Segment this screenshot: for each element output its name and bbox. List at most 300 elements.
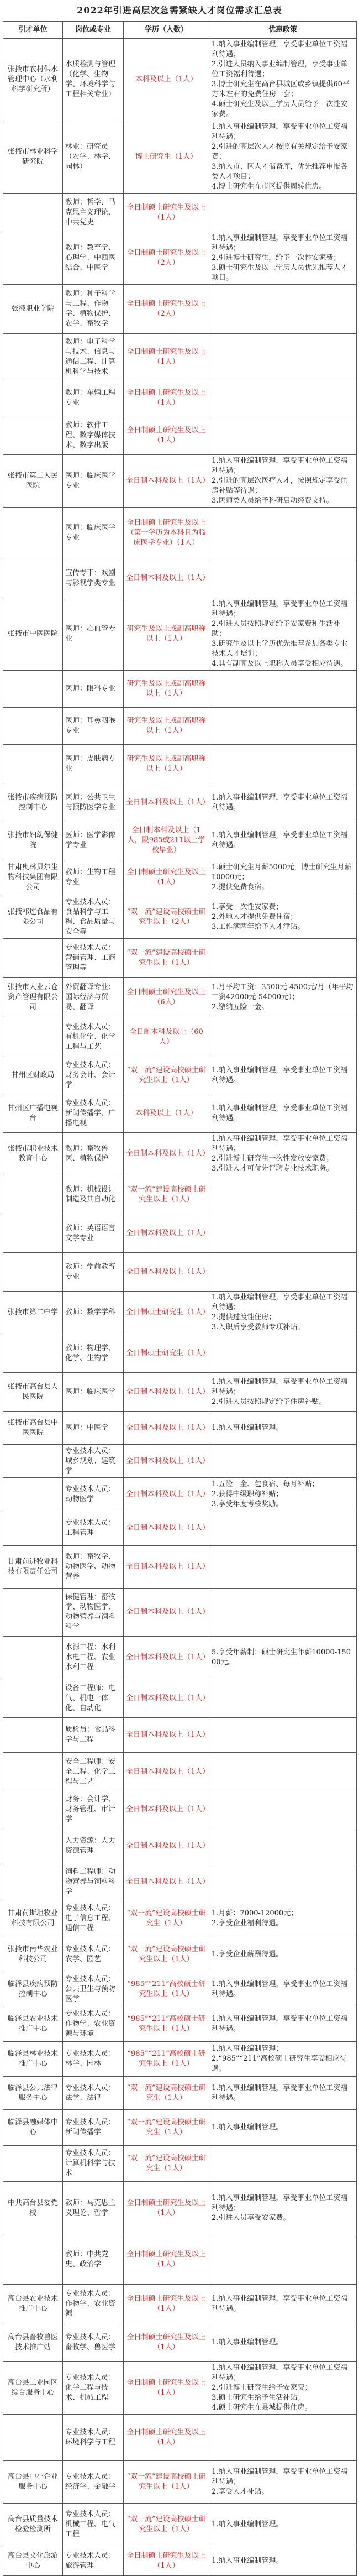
table-row	[3, 1900, 357, 1937]
education-cell: “双一流”建设高校硕士研究生以上（1人）	[124, 2504, 209, 2546]
policy-line: 1.纳入事业编制管理，享受事业单位工资福利待遇；	[212, 40, 348, 59]
education-cell: 全日制硕士研究生及以上（1人）	[124, 2182, 209, 2235]
education-cell: 全日制硕士研究生及以上（1人）	[124, 2323, 209, 2362]
policy-line: 2.引进博士研究生给予安家费；	[212, 2384, 312, 2392]
education-cell: 全日制硕士研究生及以上（1人）	[124, 2285, 209, 2323]
position-cell: 教师：哲学、马克思主义理论、中共党史	[63, 194, 124, 232]
education-cell: 全日制硕士研究生及以上（第一学历为本科且为临床医学专业）（1人）	[124, 508, 209, 558]
table-row	[3, 285, 357, 334]
policy-cell	[209, 2110, 357, 2146]
policy-cell	[209, 1478, 357, 1511]
unit-cell: 甘州区财政局	[3, 1057, 63, 1094]
policy-cell	[209, 2362, 357, 2415]
position-cell: 专业技术人员：城乡规划、建筑学	[63, 1445, 124, 1478]
position-cell: 专业技术人员：畜牧学、兽医学	[63, 2323, 124, 2362]
education-cell: 全日制本科及以上（1人）	[124, 1679, 209, 1718]
unit-cell	[3, 1753, 63, 1791]
policy-line: 1.纳入事业编制管理，享受事业单位工资福利待遇；	[212, 2194, 348, 2212]
position-cell: 专业技术人员：有机化学、化学工程与工艺	[63, 1017, 124, 1057]
table-row	[3, 334, 357, 380]
policy-cell	[209, 2415, 357, 2461]
table-row	[3, 558, 357, 598]
policy-cell	[209, 2235, 357, 2285]
unit-cell: 临泽县林业技术推广中心	[3, 2042, 63, 2077]
education-cell: 全日制本科及以上（1人）	[124, 1445, 209, 1478]
table-row	[3, 508, 357, 558]
policy-line: 1.纳入事业编制管理。	[212, 2338, 283, 2347]
policy-line: 1.纳入事业编制管理，享受事业单位工资福利待遇。	[212, 2294, 348, 2313]
unit-cell	[3, 671, 63, 708]
table-row	[3, 1445, 357, 1478]
unit-cell	[3, 1828, 63, 1864]
education-cell: 全日制硕士研究生及以上（1人）	[124, 2546, 209, 2576]
table-row	[3, 1133, 357, 1175]
unit-cell: 张掖市疾病预防控制中心	[3, 783, 63, 822]
position-cell: 宣传专干：戏剧与影视学类专业	[63, 558, 124, 598]
policy-line: 3.研究生及以上学历优先推荐参加各类专业技术人才培训；	[212, 640, 348, 658]
position-cell: 专业技术人员：经济学、金融学	[63, 2461, 124, 2504]
education-cell: 全日制硕士研究生及以上（6人）	[124, 978, 209, 1017]
table-row	[3, 2235, 357, 2285]
education-cell: 全日制硕士研究生及以上（1人）	[124, 2235, 209, 2285]
policy-cell	[209, 2182, 357, 2235]
policy-line: 1.纳入事业编制管理，享受事业单位工资福利待遇。	[212, 831, 348, 849]
table-row	[3, 1478, 357, 1511]
unit-cell	[3, 745, 63, 783]
position-cell: 外贸翻译专业：国际经济与贸易、翻译	[63, 978, 124, 1017]
position-cell: 教师：学前教育专业	[63, 1253, 124, 1292]
education-cell: 全日制本科及以上（1人）	[124, 1718, 209, 1753]
policy-cell	[209, 2546, 357, 2576]
policy-line: 1.月薪：7000-12000元；	[212, 1909, 298, 1917]
position-cell: 专业技术人员：计算机科学与技术	[63, 2146, 124, 2182]
unit-cell	[3, 1679, 63, 1718]
position-cell: 人力资源：人力资源管理	[63, 1828, 124, 1864]
table-row	[3, 416, 357, 455]
table-row	[3, 2007, 357, 2042]
table-row	[3, 1373, 357, 1412]
education-cell: 研究生及以上或副高职称以上（1人）	[124, 708, 209, 745]
policy-cell	[209, 416, 357, 455]
position-cell: 教师：畜牧兽医、植物保护	[63, 1133, 124, 1175]
unit-cell	[3, 1445, 63, 1478]
education-cell: “双一流”建设高校硕士研究生（1人）	[124, 2077, 209, 2110]
table-row	[3, 822, 357, 859]
policy-cell	[209, 1511, 357, 1546]
table-row	[3, 1589, 357, 1637]
table-row	[3, 1094, 357, 1133]
position-cell: 安全工程师：安全工程、化学工程与工艺	[63, 1753, 124, 1791]
policy-line: 1.纳入事业编制管理，享受事业单位工资福利待遇；	[212, 1135, 348, 1153]
unit-cell	[3, 1718, 63, 1753]
policy-cell	[209, 1937, 357, 1972]
education-cell: 本科及以上（1人）	[124, 1094, 209, 1133]
position-cell: 教师：数学学科	[63, 1292, 124, 1334]
policy-line: 2.获得中级职称补贴；	[212, 1490, 283, 1498]
policy-line: 3.享受年度考核奖励。	[212, 1499, 283, 1508]
unit-cell: 临泽县公共法律服务中心	[3, 2077, 63, 2110]
policy-line: 1.纳入事业编制管理。	[212, 2556, 283, 2565]
education-cell: 全日制本科及以上（1人）	[124, 1133, 209, 1175]
policy-line: 1.纳入事业编制管理，享受事业单位工资福利待遇；	[212, 1293, 348, 1311]
policy-cell	[209, 455, 357, 508]
header-policy: 优惠政策	[209, 22, 357, 39]
position-cell: 专业技术人员：作物学、农业资源与环境	[63, 2007, 124, 2042]
education-cell: 全日制本科及以上（1人）	[124, 1412, 209, 1445]
position-cell: 质检员：食品科学与工程	[63, 1718, 124, 1753]
policy-line: 1.纳入事业编制管理，享受事业单位工资福利待遇；	[212, 2364, 348, 2382]
policy-cell	[209, 1753, 357, 1791]
policy-line: 2.引进的高层次人才按照有关规定给予安家费；	[212, 143, 348, 161]
education-cell: 全日制本科及以上（1人）	[124, 1864, 209, 1900]
table-row	[3, 2182, 357, 2235]
position-cell: 医师：耳鼻咽喉专业	[63, 708, 124, 745]
table-row	[3, 39, 357, 121]
education-cell: “双一流”建设高校硕士研究生以上（1人）	[124, 1175, 209, 1214]
unit-cell: 临泽县农业技术推广中心	[3, 2007, 63, 2042]
table-row	[3, 2415, 357, 2461]
policy-line: 1.纳入事业编制管理；	[212, 2045, 283, 2053]
education-cell: 全日制本科及以上（1人）	[124, 455, 209, 508]
position-cell: 饲料工程师：动物营养与饲料科学	[63, 1864, 124, 1900]
education-cell: “双一流”建设高校硕士研究生以上（1人）	[124, 939, 209, 978]
policy-line: 2.引进的高层次医疗人才，按照规定享受住房补贴等待遇；	[212, 477, 348, 495]
unit-cell: 高台县中小企业服务中心	[3, 2461, 63, 2504]
policy-cell	[209, 1718, 357, 1753]
position-cell: 专业技术人员：环境科学与工程	[63, 2415, 124, 2461]
education-cell: 全日制本科及以上（1人）	[124, 558, 209, 598]
position-cell: 教师：物理学、化学、生物学	[63, 1334, 124, 1373]
policy-cell	[209, 1057, 357, 1094]
unit-cell: 临泽县融媒体中心	[3, 2110, 63, 2146]
policy-line: 4.博士研究生在市区提供周转住房。	[212, 182, 326, 191]
unit-cell: 张掖市高台县中医医院	[3, 1412, 63, 1445]
table-row	[3, 1175, 357, 1214]
education-cell: 全日制硕士研究生（1人）	[124, 1334, 209, 1373]
education-cell: “双一流”建设高校硕士研究生（1人）	[124, 2146, 209, 2182]
table-row	[3, 1412, 357, 1445]
unit-cell: 张掖市农村供水管理中心（水利科学研究所）	[3, 39, 63, 121]
education-cell: 全日制本科及以上（1人）	[124, 1637, 209, 1679]
policy-cell	[209, 380, 357, 416]
policy-line: 1.纳入事业编制管理。	[212, 2123, 283, 2131]
position-cell: 医师：中医学	[63, 1412, 124, 1445]
position-cell: 专业技术人员：食品科学与工程、食品质量与安全等	[63, 896, 124, 939]
table-row	[3, 1637, 357, 1679]
position-cell: 专业技术人员：化学工程与技术、机械工程	[63, 2362, 124, 2415]
unit-cell	[3, 1214, 63, 1253]
policy-line: 1.享受企业薪酬待遇。	[212, 1950, 283, 1958]
unit-cell	[3, 1864, 63, 1900]
policy-line: 2.引进人员按照规定给予住房补贴。	[212, 1397, 326, 1406]
education-cell: 全日制硕士研究生（1人）	[124, 1292, 209, 1334]
education-cell: “985”“211”高校硕士研究生以上（1人）	[124, 1972, 209, 2007]
education-cell: “双一流”建设高校硕士研究生以上（1人）	[124, 1057, 209, 1094]
policy-line: 2.引进人员享受安家费。	[212, 2214, 291, 2222]
policy-cell	[209, 978, 357, 1017]
education-cell: 全日制硕士研究生及以上（2人）	[124, 285, 209, 334]
policy-cell	[209, 1445, 357, 1478]
policy-cell	[209, 1373, 357, 1412]
table-row	[3, 598, 357, 671]
education-cell: 全日制硕士研究生及以上（1人）	[124, 380, 209, 416]
education-cell: “双一流”建设高校硕士研究生以上（1人）	[124, 2461, 209, 2504]
education-cell: 全日制本科及以上（1人）	[124, 1214, 209, 1253]
policy-cell	[209, 1679, 357, 1718]
position-cell: 教师：中共党史、政治学	[63, 2235, 124, 2285]
position-cell: 水质检测与管理（化学、生物学、环境科学与工程相关专业）	[63, 39, 124, 121]
position-cell: 医师：临床医学专业	[63, 508, 124, 558]
table-row	[3, 1017, 357, 1057]
policy-line: 3.入职后享受教师专项补贴。	[212, 1323, 305, 1331]
policy-line: 1.享受一次性安家费；	[212, 903, 283, 911]
header-position: 岗位或专业	[63, 22, 124, 39]
table-row	[3, 1253, 357, 1292]
education-cell: 研究生及以上或副高职称以上（1人）	[124, 745, 209, 783]
policy-cell	[209, 1292, 357, 1334]
unit-cell	[3, 1334, 63, 1373]
unit-cell	[3, 416, 63, 455]
position-cell: 保健管理：畜牧学、动物医学、动物营养与饲料科学	[63, 1589, 124, 1637]
unit-cell	[3, 1791, 63, 1828]
education-cell: 全日制硕士研究生及以上（1人）	[124, 416, 209, 455]
unit-cell	[3, 1589, 63, 1637]
unit-cell: 张掖市南华农业科技公司	[3, 1937, 63, 1972]
unit-cell	[3, 1253, 63, 1292]
unit-cell	[3, 939, 63, 978]
table-body	[3, 39, 357, 2576]
position-cell: 教师：教育学、心理学、中西医结合、中医学	[63, 232, 124, 285]
policy-line: 1.纳入事业编制管理，享受事业单位工资福利待遇。	[212, 1980, 348, 1998]
position-cell: 专业技术人员：公共卫生与预防医学	[63, 1972, 124, 2007]
position-cell: 医师：皮肤病专业	[63, 745, 124, 783]
table-row	[3, 1679, 357, 1718]
page-title: 2022年引进高层次急需紧缺人才岗位需求汇总表	[77, 5, 282, 15]
table-row	[3, 194, 357, 232]
policy-line: 5.享受年薪制：硕士研究生年薪10000-15000元。	[212, 1648, 351, 1666]
table-row	[3, 2546, 357, 2576]
policy-cell	[209, 1900, 357, 1937]
policy-cell	[209, 1589, 357, 1637]
unit-cell: 张掖市高台县人民医院	[3, 1373, 63, 1412]
policy-cell	[209, 1637, 357, 1679]
position-cell: 医师：眼科专业	[63, 671, 124, 708]
education-cell: “双一流”建设高校硕士研究生以上（2人）	[124, 896, 209, 939]
table-row	[3, 1937, 357, 1972]
table-row	[3, 978, 357, 1017]
policy-cell	[209, 671, 357, 708]
policy-cell	[209, 2007, 357, 2042]
policy-line: 3.硕士研究生及以上学历人员优先推荐人才项目。	[212, 264, 348, 282]
policy-line: 1.纳入事业编制管理，享受事业单位工资福利待遇；	[212, 234, 348, 252]
position-cell: 水源工程：水利水电工程、农业水利工程	[63, 1637, 124, 1679]
unit-cell: 甘肃奥林贝尔生物科技集团有限公司	[3, 859, 63, 896]
policy-cell	[209, 822, 357, 859]
policy-line: 3.纳入市、区人才储备库，优先推荐申报各类人才项目；	[212, 163, 348, 181]
unit-cell	[3, 708, 63, 745]
unit-cell	[3, 2415, 63, 2461]
unit-cell: 中共高台县委党校	[3, 2182, 63, 2235]
policy-line: 1.纳入事业编制管理。	[212, 2520, 283, 2528]
policy-line: 1.纳入事业编制管理，享受事业单位工资福利待遇；	[212, 123, 348, 141]
unit-cell	[3, 1511, 63, 1546]
table-row	[3, 1864, 357, 1900]
unit-cell: 张掖祁连食品有限公司	[3, 896, 63, 939]
table-row	[3, 939, 357, 978]
education-cell: 本科及以上（1人）	[124, 39, 209, 121]
table-row	[3, 1828, 357, 1864]
table-row	[3, 859, 357, 896]
position-cell: 教师：马克思主义理论、哲学	[63, 2182, 124, 2235]
policy-line: 1.硕士研究生月薪5000元，博士研究生月薪10000元；	[212, 863, 352, 881]
policy-line: 3.医师类人员给予科研启动经费支持。	[212, 497, 334, 505]
unit-cell: 张掖市中医医院	[3, 598, 63, 671]
policy-cell	[209, 1412, 357, 1445]
policy-cell	[209, 2146, 357, 2182]
policy-cell	[209, 1972, 357, 2007]
unit-cell: 张掖市妇幼保健院	[3, 822, 63, 859]
unit-cell: 高台县文化旅游中心	[3, 2546, 63, 2576]
policy-line: 1.纳入事业编制管理。	[212, 1423, 283, 1432]
education-cell: “双一流”建设高校硕士研究生（1人）	[124, 1900, 209, 1937]
unit-cell: 高台县农业技术推广中心	[3, 2285, 63, 2323]
policy-line: 2.享受企业福利待遇。	[212, 1919, 283, 1927]
policy-line: 1.月平均工资：3500元-4500元/月（年平均工资42000元-54000元）；	[212, 983, 353, 1001]
policy-line: 1.纳入事业编制管理，享受事业单位工资福利待遇。	[212, 793, 348, 812]
unit-cell: 高台县质量技术检验检测所	[3, 2504, 63, 2546]
table-row	[3, 121, 357, 194]
unit-cell	[3, 380, 63, 416]
table-row	[3, 1292, 357, 1334]
unit-cell	[3, 1017, 63, 1057]
policy-cell	[209, 2042, 357, 2077]
policy-cell	[209, 121, 357, 194]
policy-cell	[209, 1791, 357, 1828]
policy-cell	[209, 1017, 357, 1057]
education-cell: 研究生及以上或副高职称以上（1人）	[124, 671, 209, 708]
education-cell: 全日制本科及以上（1人）	[124, 1253, 209, 1292]
position-cell: 专业技术人员：机械工程、电气工程	[63, 2504, 124, 2546]
policy-cell	[209, 939, 357, 978]
unit-cell: 张掖职业学院	[3, 285, 63, 334]
education-cell: 全日制本科及以上（1人）	[124, 783, 209, 822]
header-unit: 引才单位	[3, 22, 63, 39]
unit-cell: 张掖市第二人民医院	[3, 455, 63, 508]
position-cell: 专业技术人员：电子信息工程、通信工程	[63, 1900, 124, 1937]
policy-cell	[209, 285, 357, 334]
unit-cell: 甘肃荷斯坦牧业科技有限公司	[3, 1900, 63, 1937]
table-row	[3, 2362, 357, 2415]
policy-line: 4.具有副高及以上职称人员享受相应待遇。	[212, 660, 348, 668]
unit-cell: 高台县工业园区综合服务中心	[3, 2362, 63, 2415]
unit-cell	[3, 2235, 63, 2285]
education-cell: 全日制本科及以上（1人）	[124, 1791, 209, 1828]
policy-cell	[209, 708, 357, 745]
table-row	[3, 455, 357, 508]
education-cell: 全日制本科及以上（60人）	[124, 1017, 209, 1057]
position-cell: 专业技术人员：财务会计、会计学	[63, 1057, 124, 1094]
unit-cell: 甘州区广播电视台	[3, 1094, 63, 1133]
policy-line: 3.博士研究生在高台县城区或乡镇提供60平方米左右的免费住房一套；	[212, 80, 350, 98]
education-cell: 博士研究生（1人）	[124, 121, 209, 194]
position-cell: 专业技术人员：营销管理、工商管理等	[63, 939, 124, 978]
position-cell: 教师：生物工程专业	[63, 859, 124, 896]
policy-cell	[209, 39, 357, 121]
table-row	[3, 380, 357, 416]
education-cell: “985”“211”高校硕士研究生以上（1人）	[124, 2042, 209, 2077]
unit-cell	[3, 2146, 63, 2182]
table-row	[3, 1718, 357, 1753]
position-cell: 教师：英语语言文学专业	[63, 1214, 124, 1253]
position-cell: 医师：医学影像学专业	[63, 822, 124, 859]
unit-cell	[3, 508, 63, 558]
position-cell: 专业技术人员：旅游管理	[63, 2546, 124, 2576]
policy-line: 1.纳入事业编制管理，享受事业单位工资福利待遇。	[212, 1104, 348, 1122]
policy-cell	[209, 1094, 357, 1133]
education-cell: 全日制本科及以上（1人，限985或211以上学校毕业）	[124, 822, 209, 859]
table-row	[3, 708, 357, 745]
policy-cell	[209, 194, 357, 232]
table-row	[3, 671, 357, 708]
education-cell: 研究生及以上或副高职称以上（1人）	[124, 598, 209, 671]
position-cell: 教师：电子科学与技术、信息与通信工程、计算机科学与技术	[63, 334, 124, 380]
table-row	[3, 2146, 357, 2182]
policy-cell	[209, 232, 357, 285]
policy-line: 2.引进博士研究生一次性发放安家费；	[212, 1154, 334, 1163]
policy-line: 2.提供过渡性住房；	[212, 1313, 276, 1321]
education-cell: 全日制硕士研究生及以上（1人）	[124, 194, 209, 232]
position-cell: 医师：临床医学专业	[63, 455, 124, 508]
header-education: 学历（人数）	[124, 22, 209, 39]
education-cell: 全日制硕士研究生及以上（1人）	[124, 859, 209, 896]
policy-line: 1.纳入事业编制管理，享受事业单位工资福利待遇；	[212, 2468, 348, 2486]
policy-cell	[209, 2077, 357, 2110]
policy-cell	[209, 1334, 357, 1373]
table-row	[3, 1057, 357, 1094]
table-row	[3, 896, 357, 939]
position-cell: 教师：机械设计制造及其自动化	[63, 1175, 124, 1214]
table-row	[3, 1753, 357, 1791]
unit-cell: 张掖市大业云仓资产管理有限公司	[3, 978, 63, 1017]
position-cell: 医师：公共卫生与预防医学专业	[63, 783, 124, 822]
position-cell: 专业技术人员：新闻传播学	[63, 2110, 124, 2146]
policy-cell	[209, 598, 357, 671]
unit-cell	[3, 1175, 63, 1214]
position-cell: 财务：会计学、财务管理、审计学	[63, 1791, 124, 1828]
policy-cell	[209, 1253, 357, 1292]
table-row	[3, 1791, 357, 1828]
table-row	[3, 1214, 357, 1253]
table-header-row	[3, 22, 357, 39]
unit-cell: 临泽县疾病预防控制中心	[3, 1972, 63, 2007]
policy-cell	[209, 745, 357, 783]
policy-line: 2.享受人才补贴。	[212, 2488, 269, 2496]
table-row	[3, 2110, 357, 2146]
unit-cell	[3, 334, 63, 380]
policy-line: 1.五险一金、包食宿、每月补贴；	[212, 1480, 319, 1488]
policy-cell	[209, 1828, 357, 1864]
policy-cell	[209, 1175, 357, 1214]
position-cell: 专业技术人员：林学、园林	[63, 2042, 124, 2077]
policy-line: 3.引进人才可优先评聘专业技术职务。	[212, 1164, 334, 1173]
policy-line: 1.纳入事业编制管理，享受事业单位工资福利待遇。	[212, 2015, 348, 2033]
table-row	[3, 2504, 357, 2546]
table-row	[3, 232, 357, 285]
unit-cell	[3, 1478, 63, 1511]
education-cell: 全日制本科及以上（1人）	[124, 1546, 209, 1589]
policy-cell	[209, 334, 357, 380]
position-cell: 专业技术人员：法学、法律	[63, 2077, 124, 2110]
